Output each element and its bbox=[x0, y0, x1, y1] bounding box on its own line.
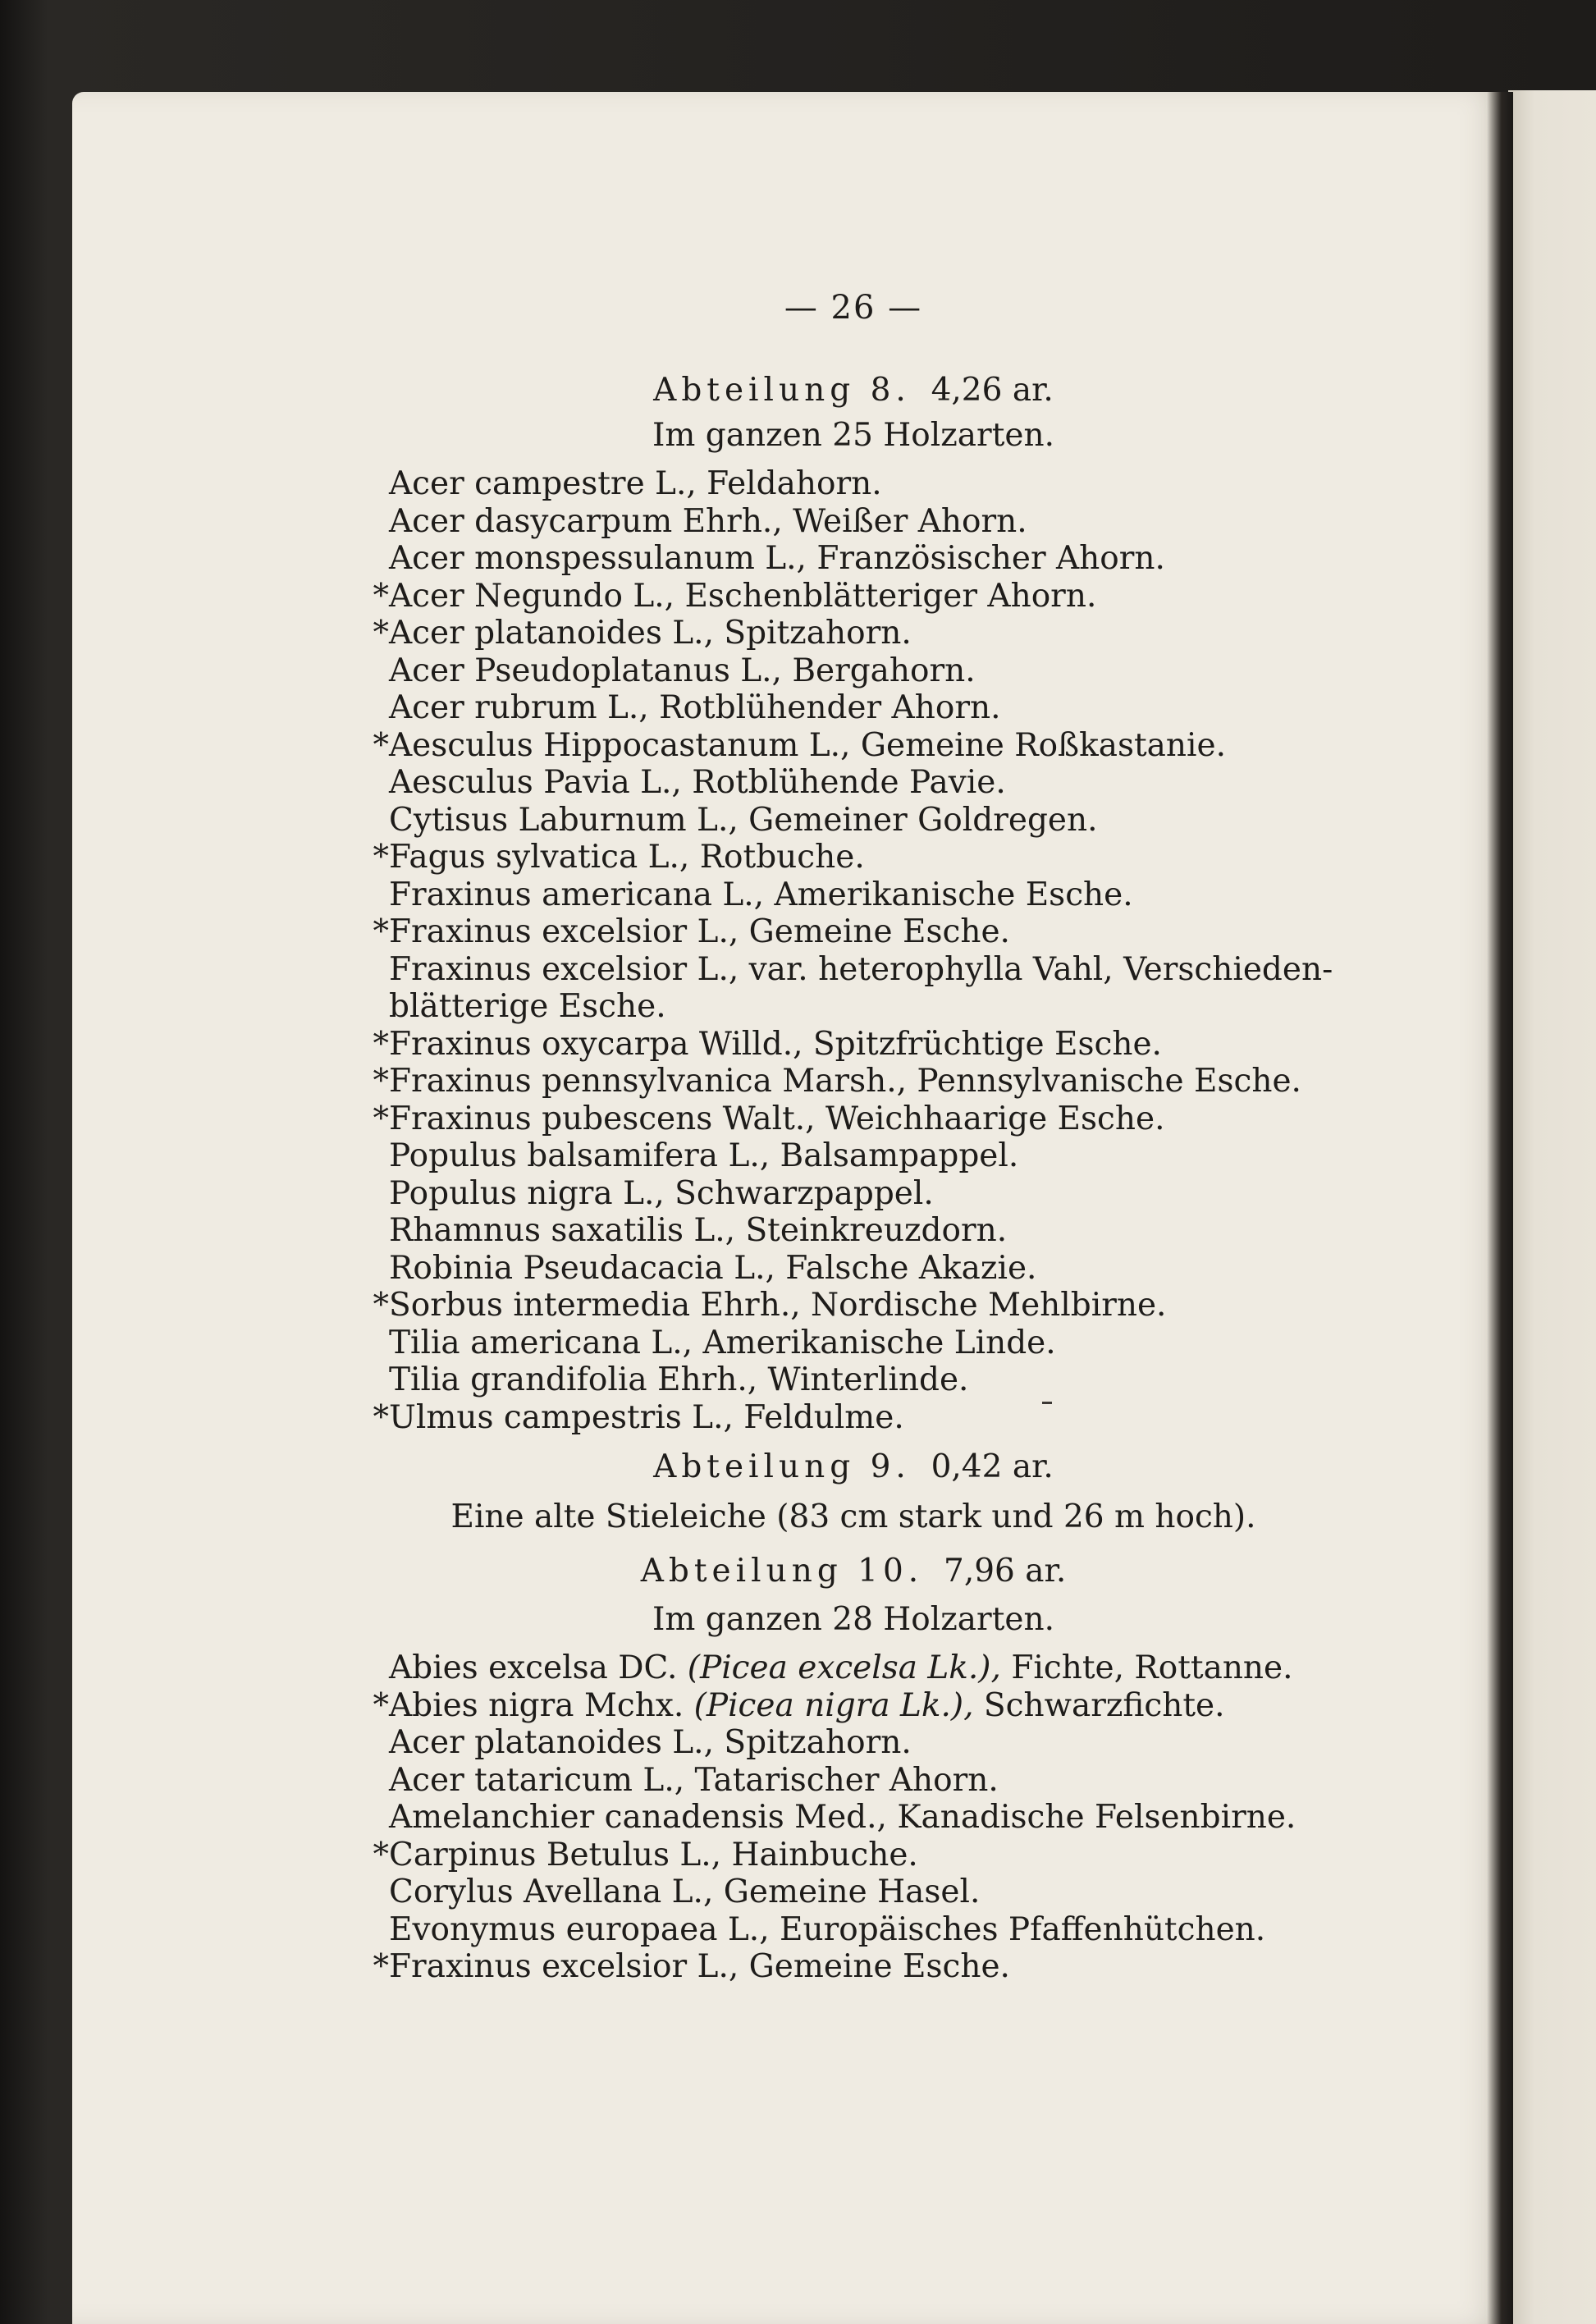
species-text: Aesculus Pavia L., Rotblühende Pavie. bbox=[389, 764, 1006, 801]
synonym-italic: (Picea nigra Lk.), bbox=[693, 1686, 974, 1724]
species-entry bbox=[368, 1026, 1162, 1063]
species-entry bbox=[368, 1212, 1007, 1249]
species-marker: * bbox=[373, 1836, 389, 1873]
species-marker: * bbox=[373, 1025, 389, 1063]
species-text: Acer Pseudoplatanus L., Bergahorn. bbox=[389, 652, 976, 689]
species-entry bbox=[368, 913, 1010, 950]
section-area: 4,26 ar. bbox=[931, 372, 1054, 409]
common-name: Schwarzfichte. bbox=[973, 1686, 1225, 1724]
species-entry bbox=[368, 1137, 1018, 1174]
species-text: Fraxinus excelsior L., Gemeine Esche. bbox=[389, 1948, 1010, 1985]
species-entry bbox=[368, 1762, 999, 1799]
species-text: Fraxinus americana L., Amerikanische Esche. bbox=[389, 876, 1133, 913]
species-entry bbox=[368, 689, 1000, 726]
species-entry-continuation bbox=[389, 988, 666, 1025]
species-text: Acer rubrum L., Rotblühender Ahorn. bbox=[389, 689, 1001, 726]
species-text: Fraxinus pubescens Walt., Weichhaarige Esche. bbox=[389, 1100, 1165, 1137]
section-area: 7,96 ar. bbox=[944, 1553, 1067, 1590]
species-marker: * bbox=[373, 1063, 389, 1100]
species-text: Carpinus Betulus L., Hainbuche. bbox=[389, 1836, 918, 1873]
section-summary-9: Eine alte Stieleiche (83 cm stark und 26 m hoch). bbox=[450, 1498, 1256, 1535]
species-text: Rhamnus saxatilis L., Steinkreuzdorn. bbox=[389, 1212, 1008, 1249]
page-number: — 26 — bbox=[784, 289, 923, 327]
species-marker: * bbox=[373, 1287, 389, 1324]
species-text: Fraxinus oxycarpa Willd., Spitzfrüchtige Esche. bbox=[389, 1025, 1162, 1063]
species-entry bbox=[368, 1873, 980, 1910]
section-summary-8: Im ganzen 25 Holzarten. bbox=[652, 417, 1054, 454]
species-text: Amelanchier canadensis Med., Kanadische Felsenbirne. bbox=[389, 1799, 1296, 1836]
section-summary-10: Im ganzen 28 Holzarten. bbox=[652, 1601, 1054, 1638]
species-text: Corylus Avellana L., Gemeine Hasel. bbox=[389, 1873, 981, 1910]
section-heading-10 bbox=[0, 1553, 1596, 1590]
species-text: Acer dasycarpum Ehrh., Weißer Ahorn. bbox=[389, 502, 1027, 540]
species-marker: * bbox=[373, 1948, 389, 1985]
species-entry bbox=[368, 578, 1096, 615]
species-text: Abies excelsa DC. bbox=[389, 1649, 688, 1686]
species-entry bbox=[368, 1250, 1036, 1287]
species-text: Fraxinus pennsylvanica Marsh., Pennsylvanische Esche. bbox=[389, 1063, 1301, 1100]
synonym-italic: (Picea excelsa Lk.), bbox=[687, 1649, 1001, 1686]
species-text: Cytisus Laburnum L., Gemeiner Goldregen. bbox=[389, 801, 1098, 839]
species-entry bbox=[368, 1837, 918, 1873]
species-text: Acer platanoides L., Spitzahorn. bbox=[389, 1724, 912, 1761]
species-text: Ulmus campestris L., Feldulme. bbox=[389, 1398, 904, 1436]
species-entry bbox=[368, 1324, 1056, 1361]
section-title: Abteilung 10. bbox=[640, 1553, 924, 1590]
species-text: Populus nigra L., Schwarzpappel. bbox=[389, 1174, 934, 1212]
section-heading-8 bbox=[0, 372, 1596, 409]
species-entry bbox=[368, 615, 912, 652]
species-entry bbox=[368, 652, 976, 689]
species-text: Sorbus intermedia Ehrh., Nordische Mehlbirne. bbox=[389, 1287, 1167, 1324]
species-entry bbox=[368, 1948, 1010, 1985]
species-entry bbox=[368, 727, 1226, 764]
species-text: Acer campestre L., Feldahorn. bbox=[389, 465, 882, 502]
species-marker: * bbox=[373, 726, 389, 764]
species-entry bbox=[368, 802, 1098, 839]
species-entry bbox=[368, 1399, 904, 1436]
species-marker: * bbox=[373, 1398, 389, 1436]
species-text: Acer platanoides L., Spitzahorn. bbox=[389, 615, 912, 652]
species-entry bbox=[368, 1799, 1296, 1836]
species-entry bbox=[368, 1287, 1166, 1324]
species-text: Populus balsamifera L., Balsampappel. bbox=[389, 1137, 1019, 1174]
species-marker: * bbox=[373, 1100, 389, 1137]
species-entry bbox=[368, 503, 1027, 540]
species-text: Acer monspessulanum L., Französischer Ahorn. bbox=[389, 540, 1165, 577]
species-entry bbox=[368, 1100, 1164, 1137]
species-entry bbox=[368, 839, 865, 876]
species-entry bbox=[368, 1361, 968, 1398]
species-entry bbox=[368, 1649, 1293, 1686]
species-entry bbox=[368, 1911, 1265, 1948]
species-text: Aesculus Hippocastanum L., Gemeine Roßkastanie. bbox=[389, 726, 1226, 764]
species-marker: * bbox=[373, 615, 389, 652]
species-text: Fraxinus excelsior L., Gemeine Esche. bbox=[389, 913, 1010, 950]
species-text: Fraxinus excelsior L., var. heterophylla Vahl, Verschieden- bbox=[389, 950, 1333, 988]
species-entry bbox=[368, 1687, 1225, 1724]
species-entry bbox=[368, 465, 882, 502]
species-text: blätterige Esche. bbox=[389, 988, 666, 1025]
species-marker: * bbox=[373, 1686, 389, 1724]
species-marker: * bbox=[373, 913, 389, 950]
section-title: Abteilung 9. bbox=[653, 1448, 911, 1485]
species-text: Acer tataricum L., Tatarischer Ahorn. bbox=[389, 1761, 999, 1799]
species-text: Tilia americana L., Amerikanische Linde. bbox=[389, 1324, 1056, 1361]
species-text: Robinia Pseudacacia L., Falsche Akazie. bbox=[389, 1249, 1037, 1287]
species-text: Abies nigra Mchx. bbox=[389, 1686, 694, 1724]
species-entry bbox=[368, 1175, 934, 1212]
species-entry bbox=[368, 540, 1165, 577]
species-marker: * bbox=[373, 577, 389, 615]
section-title: Abteilung 8. bbox=[653, 372, 911, 409]
section-heading-9 bbox=[0, 1448, 1596, 1485]
species-marker: * bbox=[373, 839, 389, 876]
species-entry bbox=[368, 876, 1133, 913]
section-area: 0,42 ar. bbox=[931, 1448, 1054, 1485]
species-text: Acer Negundo L., Eschenblätteriger Ahorn. bbox=[389, 577, 1097, 615]
species-text: Evonymus europaea L., Europäisches Pfaffenhütchen. bbox=[389, 1910, 1266, 1948]
common-name: Fichte, Rottanne. bbox=[1000, 1649, 1293, 1686]
species-entry bbox=[368, 764, 1006, 801]
ink-mark bbox=[1042, 1402, 1052, 1404]
species-text: Tilia grandifolia Ehrh., Winterlinde. bbox=[389, 1361, 969, 1398]
species-text: Fagus sylvatica L., Rotbuche. bbox=[389, 839, 865, 876]
species-entry bbox=[368, 1063, 1301, 1100]
species-entry bbox=[368, 951, 1333, 988]
species-entry bbox=[368, 1724, 912, 1761]
